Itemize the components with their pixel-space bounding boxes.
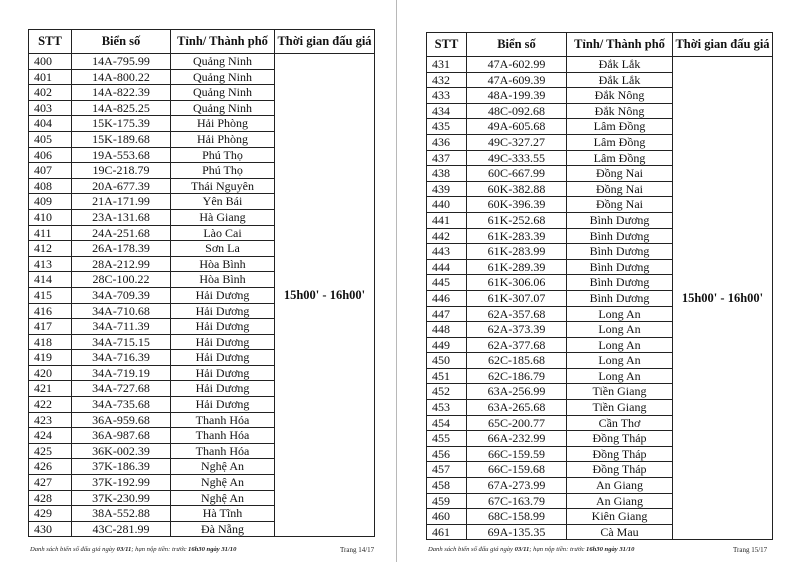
row-plate: 66C-159.68 [467, 462, 567, 478]
row-plate: 62C-185.68 [467, 353, 567, 369]
row-stt: 421 [29, 381, 72, 397]
row-plate: 15K-175.39 [72, 116, 171, 132]
row-plate: 34A-709.39 [72, 287, 171, 303]
row-stt: 447 [427, 306, 467, 322]
row-province: Bình Dương [567, 259, 673, 275]
row-stt: 410 [29, 209, 72, 225]
row-province: Nghệ An [171, 459, 275, 475]
row-plate: 61K-252.68 [467, 212, 567, 228]
row-plate: 48C-092.68 [467, 103, 567, 119]
row-province: Long An [567, 337, 673, 353]
row-plate: 63A-265.68 [467, 400, 567, 416]
row-province: Lâm Đồng [567, 150, 673, 166]
row-stt: 453 [427, 400, 467, 416]
row-province: Sơn La [171, 241, 275, 257]
row-plate: 15K-189.68 [72, 131, 171, 147]
row-stt: 446 [427, 290, 467, 306]
row-stt: 457 [427, 462, 467, 478]
row-plate: 36A-959.68 [72, 412, 171, 428]
footer-date: 03/11 [116, 546, 132, 553]
row-stt: 407 [29, 163, 72, 179]
row-stt: 460 [427, 509, 467, 525]
row-plate: 61K-283.39 [467, 228, 567, 244]
row-stt: 445 [427, 275, 467, 291]
row-stt: 411 [29, 225, 72, 241]
row-province: Đắk Lắk [567, 57, 673, 73]
row-province: Hải Dương [171, 319, 275, 335]
row-province: Đồng Nai [567, 197, 673, 213]
row-province: Đồng Nai [567, 181, 673, 197]
row-plate: 68C-158.99 [467, 509, 567, 525]
row-plate: 19A-553.68 [72, 147, 171, 163]
row-province: Thanh Hóa [171, 412, 275, 428]
table-header-row [29, 30, 375, 54]
row-plate: 34A-710.68 [72, 303, 171, 319]
row-plate: 14A-795.99 [72, 54, 171, 70]
row-province: Đắk Lắk [567, 72, 673, 88]
row-province: Nghệ An [171, 475, 275, 491]
row-plate: 34A-719.19 [72, 365, 171, 381]
row-stt: 435 [427, 119, 467, 135]
row-province: Lâm Đồng [567, 134, 673, 150]
row-plate: 62A-373.39 [467, 322, 567, 338]
row-province: Thanh Hóa [171, 428, 275, 444]
page-number: Trang 14/17 [340, 546, 375, 554]
row-stt: 417 [29, 319, 72, 335]
row-plate: 14A-800.22 [72, 69, 171, 85]
row-plate: 37K-186.39 [72, 459, 171, 475]
row-stt: 403 [29, 100, 72, 116]
row-stt: 443 [427, 244, 467, 260]
row-plate: 48A-199.39 [467, 88, 567, 104]
row-stt: 461 [427, 524, 467, 540]
row-plate: 14A-825.25 [72, 100, 171, 116]
row-plate: 19C-218.79 [72, 163, 171, 179]
row-plate: 66C-159.59 [467, 446, 567, 462]
row-province: Cần Thơ [567, 415, 673, 431]
row-stt: 423 [29, 412, 72, 428]
row-plate: 60K-396.39 [467, 197, 567, 213]
row-province: Bình Dương [567, 212, 673, 228]
row-plate: 63A-256.99 [467, 384, 567, 400]
row-province: Quảng Ninh [171, 69, 275, 85]
row-province: Đồng Nai [567, 166, 673, 182]
row-stt: 454 [427, 415, 467, 431]
row-province: Bình Dương [567, 244, 673, 260]
row-province: Tiền Giang [567, 400, 673, 416]
row-stt: 418 [29, 334, 72, 350]
header-stt: STT [427, 33, 467, 57]
row-plate: 34A-715.15 [72, 334, 171, 350]
page-right [397, 0, 793, 562]
row-plate: 61K-307.07 [467, 290, 567, 306]
row-stt: 448 [427, 322, 467, 338]
row-province: Hải Dương [171, 365, 275, 381]
time-slot-cell: 15h00' - 16h00' [275, 54, 375, 537]
row-stt: 419 [29, 350, 72, 366]
row-stt: 436 [427, 134, 467, 150]
row-plate: 67C-163.79 [467, 493, 567, 509]
page-left [0, 0, 396, 562]
row-province: Bình Dương [567, 228, 673, 244]
row-stt: 442 [427, 228, 467, 244]
row-stt: 432 [427, 72, 467, 88]
row-plate: 49C-333.55 [467, 150, 567, 166]
row-province: Kiên Giang [567, 509, 673, 525]
row-province: Bình Dương [567, 275, 673, 291]
row-province: Nghệ An [171, 490, 275, 506]
row-stt: 449 [427, 337, 467, 353]
header-time: Thời gian đấu giá [673, 33, 773, 57]
header-province: Tỉnh/ Thành phố [567, 33, 673, 57]
row-province: An Giang [567, 493, 673, 509]
row-stt: 450 [427, 353, 467, 369]
row-province: Phú Thọ [171, 147, 275, 163]
auction-table-left [28, 29, 375, 537]
row-province: Hải Dương [171, 303, 275, 319]
row-plate: 21A-171.99 [72, 194, 171, 210]
row-plate: 67A-273.99 [467, 478, 567, 494]
row-province: Cà Mau [567, 524, 673, 540]
row-province: Quảng Ninh [171, 100, 275, 116]
row-plate: 38A-552.88 [72, 506, 171, 522]
row-plate: 62C-186.79 [467, 368, 567, 384]
row-stt: 400 [29, 54, 72, 70]
row-stt: 422 [29, 397, 72, 413]
row-plate: 69A-135.35 [467, 524, 567, 540]
footer-deadline: 16h30 ngày 31/10 [586, 546, 635, 553]
row-stt: 415 [29, 287, 72, 303]
row-plate: 61K-283.99 [467, 244, 567, 260]
row-plate: 28C-100.22 [72, 272, 171, 288]
row-stt: 458 [427, 478, 467, 494]
row-province: Quảng Ninh [171, 85, 275, 101]
row-province: Đắk Nông [567, 88, 673, 104]
row-stt: 413 [29, 256, 72, 272]
row-stt: 444 [427, 259, 467, 275]
row-stt: 459 [427, 493, 467, 509]
footer-deadline: 16h30 ngày 31/10 [188, 546, 237, 553]
row-plate: 28A-212.99 [72, 256, 171, 272]
footer-middle: ; hạn nộp tiền: trước [131, 546, 189, 553]
row-stt: 404 [29, 116, 72, 132]
row-stt: 401 [29, 69, 72, 85]
page-number: Trang 15/17 [733, 546, 768, 554]
footer-prefix: Danh sách biển số đấu giá ngày [428, 546, 515, 553]
row-province: Hải Dương [171, 381, 275, 397]
row-stt: 405 [29, 131, 72, 147]
row-plate: 34A-727.68 [72, 381, 171, 397]
row-plate: 62A-377.68 [467, 337, 567, 353]
row-stt: 428 [29, 490, 72, 506]
row-plate: 23A-131.68 [72, 209, 171, 225]
row-plate: 62A-357.68 [467, 306, 567, 322]
row-province: Hải Dương [171, 397, 275, 413]
row-stt: 425 [29, 443, 72, 459]
header-plate: Biển số [467, 33, 567, 57]
row-province: Hải Phòng [171, 131, 275, 147]
row-plate: 49C-327.27 [467, 134, 567, 150]
row-stt: 420 [29, 365, 72, 381]
row-stt: 433 [427, 88, 467, 104]
row-stt: 439 [427, 181, 467, 197]
row-stt: 408 [29, 178, 72, 194]
footer-middle: ; hạn nộp tiền: trước [529, 546, 587, 553]
row-plate: 26A-178.39 [72, 241, 171, 257]
row-stt: 409 [29, 194, 72, 210]
row-stt: 456 [427, 446, 467, 462]
row-province: Yên Bái [171, 194, 275, 210]
table-header-row [427, 33, 773, 57]
row-province: Long An [567, 322, 673, 338]
row-plate: 49A-605.68 [467, 119, 567, 135]
table-row [29, 54, 375, 70]
footer-prefix: Danh sách biển số đấu giá ngày [30, 546, 117, 553]
row-stt: 451 [427, 368, 467, 384]
row-plate: 61K-306.06 [467, 275, 567, 291]
row-province: Long An [567, 306, 673, 322]
row-province: Đồng Tháp [567, 446, 673, 462]
row-stt: 440 [427, 197, 467, 213]
row-plate: 34A-716.39 [72, 350, 171, 366]
row-plate: 43C-281.99 [72, 521, 171, 537]
row-plate: 20A-677.39 [72, 178, 171, 194]
row-stt: 441 [427, 212, 467, 228]
row-plate: 47A-609.39 [467, 72, 567, 88]
row-stt: 434 [427, 103, 467, 119]
auction-table-right [426, 32, 773, 540]
row-plate: 47A-602.99 [467, 57, 567, 73]
time-slot-cell: 15h00' - 16h00' [673, 57, 773, 540]
row-stt: 402 [29, 85, 72, 101]
row-province: Đồng Tháp [567, 462, 673, 478]
row-stt: 437 [427, 150, 467, 166]
row-plate: 36K-002.39 [72, 443, 171, 459]
row-plate: 65C-200.77 [467, 415, 567, 431]
row-plate: 37K-192.99 [72, 475, 171, 491]
row-plate: 14A-822.39 [72, 85, 171, 101]
row-province: Đắk Nông [567, 103, 673, 119]
row-province: Lâm Đồng [567, 119, 673, 135]
footer-note [30, 546, 236, 553]
row-province: Đà Nẵng [171, 521, 275, 537]
row-province: Hà Tĩnh [171, 506, 275, 522]
row-stt: 438 [427, 166, 467, 182]
row-stt: 452 [427, 384, 467, 400]
header-stt: STT [29, 30, 72, 54]
table-row [427, 57, 773, 73]
row-province: Hải Dương [171, 287, 275, 303]
row-province: Thái Nguyên [171, 178, 275, 194]
row-plate: 34A-735.68 [72, 397, 171, 413]
row-province: Quảng Ninh [171, 54, 275, 70]
row-stt: 429 [29, 506, 72, 522]
row-province: Bình Dương [567, 290, 673, 306]
row-plate: 66A-232.99 [467, 431, 567, 447]
row-stt: 424 [29, 428, 72, 444]
row-stt: 426 [29, 459, 72, 475]
row-plate: 37K-230.99 [72, 490, 171, 506]
row-province: Tiền Giang [567, 384, 673, 400]
row-stt: 406 [29, 147, 72, 163]
header-province: Tỉnh/ Thành phố [171, 30, 275, 54]
header-time: Thời gian đấu giá [275, 30, 375, 54]
header-plate: Biển số [72, 30, 171, 54]
row-plate: 24A-251.68 [72, 225, 171, 241]
row-plate: 36A-987.68 [72, 428, 171, 444]
row-province: Hòa Bình [171, 272, 275, 288]
row-province: Hải Phòng [171, 116, 275, 132]
row-province: Long An [567, 353, 673, 369]
row-province: Long An [567, 368, 673, 384]
row-province: Hải Dương [171, 334, 275, 350]
row-province: Đồng Tháp [567, 431, 673, 447]
row-province: Lào Cai [171, 225, 275, 241]
row-stt: 427 [29, 475, 72, 491]
row-province: Phú Thọ [171, 163, 275, 179]
row-stt: 455 [427, 431, 467, 447]
footer-note [428, 546, 634, 553]
row-province: Hải Dương [171, 350, 275, 366]
row-stt: 414 [29, 272, 72, 288]
footer-date: 03/11 [514, 546, 530, 553]
row-province: An Giang [567, 478, 673, 494]
row-plate: 61K-289.39 [467, 259, 567, 275]
row-stt: 431 [427, 57, 467, 73]
row-stt: 412 [29, 241, 72, 257]
row-plate: 60C-667.99 [467, 166, 567, 182]
row-province: Hòa Bình [171, 256, 275, 272]
row-plate: 34A-711.39 [72, 319, 171, 335]
row-plate: 60K-382.88 [467, 181, 567, 197]
row-stt: 416 [29, 303, 72, 319]
row-province: Thanh Hóa [171, 443, 275, 459]
row-stt: 430 [29, 521, 72, 537]
row-province: Hà Giang [171, 209, 275, 225]
